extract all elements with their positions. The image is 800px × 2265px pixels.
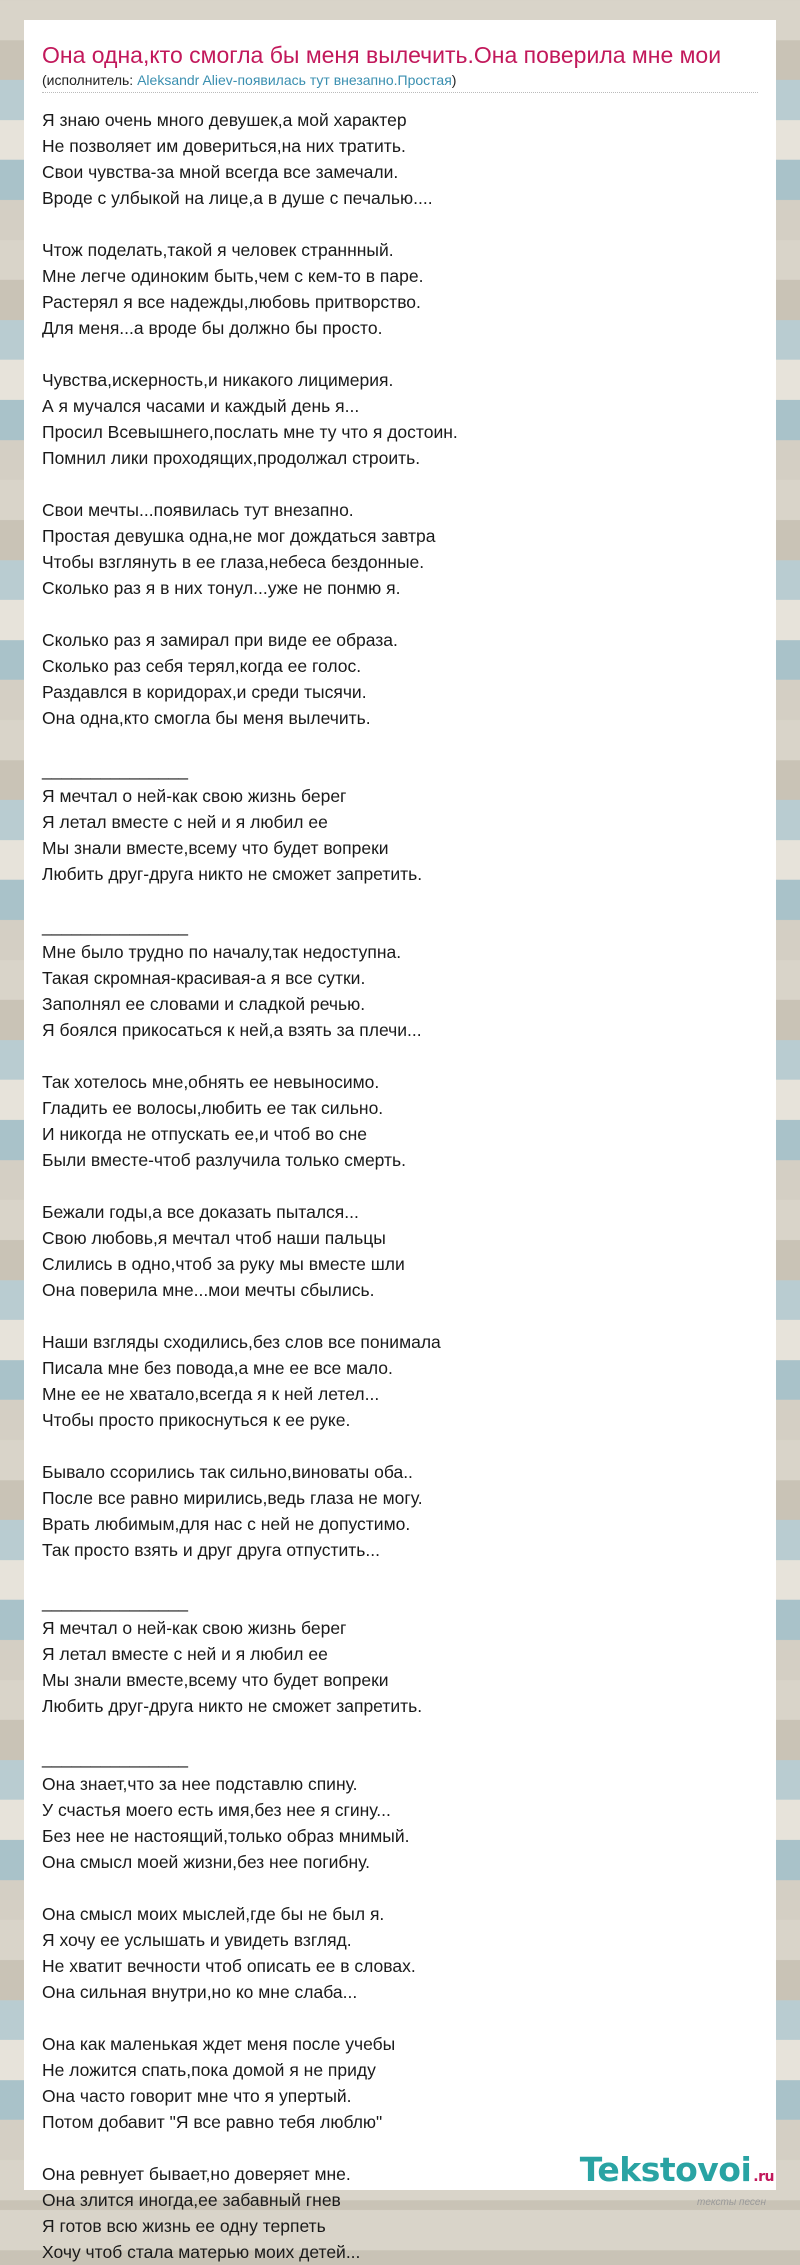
lyric-line: Гладить ее волосы,любить ее так сильно.	[42, 1098, 384, 1118]
lyric-line: Я мечтал о ней-как свою жизнь берег	[42, 786, 347, 806]
logo-suffix: .ru	[753, 2169, 774, 2185]
lyric-line: Свою любовь,я мечтал чтоб наши пальцы	[42, 1228, 386, 1248]
lyric-line: Я боялся прикосаться к ней,а взять за плечи...	[42, 1020, 422, 1040]
chorus-divider: _______________	[42, 1592, 188, 1612]
lyric-line: Так хотелось мне,обнять ее невыносимо.	[42, 1072, 380, 1092]
chorus-divider: _______________	[42, 760, 188, 780]
lyric-line: Просил Всевышнего,послать мне ту что я достоин.	[42, 422, 458, 442]
lyric-line: Любить друг-друга никто не сможет запретить.	[42, 1696, 423, 1716]
lyric-line: Мне ее не хватало,всегда я к ней летел...	[42, 1384, 380, 1404]
stanza	[42, 237, 758, 341]
lyric-line: Мы знали вместе,всему что будет вопреки	[42, 1670, 389, 1690]
stanza	[42, 2031, 758, 2135]
lyric-line: Свои мечты...появилась тут внезапно.	[42, 500, 354, 520]
lyric-line: Мне легче одиноким быть,чем с кем-то в паре.	[42, 266, 424, 286]
lyric-line: А я мучался часами и каждый день я...	[42, 396, 360, 416]
lyric-line: Были вместе-чтоб разлучила только смерть.	[42, 1150, 407, 1170]
stanza	[42, 1745, 758, 1875]
lyric-line: Наши взгляды сходились,без слов все понимала	[42, 1332, 441, 1352]
lyric-line: Сколько раз я в них тонул...уже не понмю я.	[42, 578, 401, 598]
stanza	[42, 1199, 758, 1303]
performer-link[interactable]: Aleksandr Aliev-появилась тут внезапно.Простая	[137, 72, 452, 88]
performer-line	[42, 70, 758, 93]
performer-suffix: )	[451, 72, 457, 88]
lyric-line: Она часто говорит мне что я упертый.	[42, 2086, 352, 2106]
lyric-line: Врать любимым,для нас с ней не допустимо.	[42, 1514, 411, 1534]
stanza	[42, 1459, 758, 1563]
lyric-line: Помнил лики проходящих,продолжал строить.	[42, 448, 421, 468]
lyric-line: Так просто взять и друг друга отпустить...	[42, 1540, 380, 1560]
lyric-line: Чувства,искерность,и никакого лицимерия.	[42, 370, 394, 390]
lyric-line: Чтобы взглянуть в ее глаза,небеса бездонные.	[42, 552, 425, 572]
lyric-line: Она одна,кто смогла бы меня вылечить.	[42, 708, 371, 728]
performer-prefix: (исполнитель:	[42, 72, 138, 88]
lyric-line: Я мечтал о ней-как свою жизнь берег	[42, 1618, 347, 1638]
lyric-line: После все равно мирились,ведь глаза не могу.	[42, 1488, 423, 1508]
stanza	[42, 367, 758, 471]
stanza	[42, 1901, 758, 2005]
stanza	[42, 757, 758, 887]
lyric-line: Сколько раз себя терял,когда ее голос.	[42, 656, 362, 676]
lyric-line: Я летал вместе с ней и я любил ее	[42, 812, 328, 832]
lyric-line: Она смысл моих мыслей,где бы не был я.	[42, 1904, 385, 1924]
lyric-line: Я хочу ее услышать и увидеть взгляд.	[42, 1930, 352, 1950]
lyric-line: Свои чувства-за мной всегда все замечали.	[42, 162, 399, 182]
lyric-line: Не хватит вечности чтоб описать ее в словах.	[42, 1956, 416, 1976]
lyric-line: Она знает,что за нее подставлю спину.	[42, 1774, 358, 1794]
chorus-divider: _______________	[42, 1748, 188, 1768]
stanza	[42, 627, 758, 731]
lyric-line: Писала мне без повода,а мне ее все мало.	[42, 1358, 393, 1378]
lyric-line: Я готов всю жизнь ее одну терпеть	[42, 2216, 326, 2236]
lyric-line: Растерял я все надежды,любовь притворство.	[42, 292, 421, 312]
stanza	[42, 913, 758, 1043]
lyric-line: Она сильная внутри,но ко мне слаба...	[42, 1982, 358, 2002]
stanza	[42, 1589, 758, 1719]
logo-tagline: тексты песен	[697, 2197, 766, 2208]
lyric-line: Такая скромная-красивая-а я все сутки.	[42, 968, 366, 988]
stanza	[42, 1069, 758, 1173]
lyric-line: Без нее не настоящий,только образ мнимый.	[42, 1826, 410, 1846]
lyric-line: Она как маленькая ждет меня после учебы	[42, 2034, 396, 2054]
lyric-line: Я летал вместе с ней и я любил ее	[42, 1644, 328, 1664]
lyric-line: Чтобы просто прикоснуться к ее руке.	[42, 1410, 351, 1430]
lyrics-body	[42, 107, 758, 2265]
lyric-line: Заполнял ее словами и сладкой речью.	[42, 994, 366, 1014]
lyric-line: Сколько раз я замирал при виде ее образа.	[42, 630, 398, 650]
lyric-line: Вроде с улбыкой на лице,а в душе с печалью....	[42, 188, 433, 208]
page-title: Она одна,кто смогла бы меня вылечить.Она поверила мне мои	[42, 42, 722, 68]
lyric-line: Чтож поделать,такой я человек страннный.	[42, 240, 394, 260]
lyric-line: Она смысл моей жизни,без нее погибну.	[42, 1852, 370, 1872]
lyric-line: У счастья моего есть имя,без нее я сгину...	[42, 1800, 391, 1820]
lyric-line: Не позволяет им довериться,на них тратить.	[42, 136, 406, 156]
logo-text: Tekstovoi	[579, 2150, 752, 2189]
lyric-line: Любить друг-друга никто не сможет запретить.	[42, 864, 423, 884]
lyric-line: Она поверила мне...мои мечты сбылись.	[42, 1280, 375, 1300]
lyric-line: И никогда не отпускать ее,и чтоб во сне	[42, 1124, 368, 1144]
lyric-line: Я знаю очень много девушек,а мой характер	[42, 110, 407, 130]
lyric-line: Она злится иногда,ее забавный гнев	[42, 2190, 341, 2210]
stanza	[42, 497, 758, 601]
lyric-line: Потом добавит "Я все равно тебя люблю"	[42, 2112, 383, 2132]
lyric-line: Мы знали вместе,всему что будет вопреки	[42, 838, 389, 858]
lyric-line: Простая девушка одна,не мог дождаться завтра	[42, 526, 436, 546]
lyric-line: Бежали годы,а все доказать пытался...	[42, 1202, 359, 1222]
lyric-line: Хочу чтоб стала матерью моих детей...	[42, 2242, 361, 2262]
lyric-line: Слились в одно,чтоб за руку мы вместе шли	[42, 1254, 405, 1274]
lyric-line: Она ревнует бывает,но доверяет мне.	[42, 2164, 351, 2184]
stanza	[42, 107, 758, 211]
stanza	[42, 1329, 758, 1433]
site-logo[interactable]	[580, 2151, 774, 2196]
lyric-line: Для меня...а вроде бы должно бы просто.	[42, 318, 383, 338]
lyric-line: Бывало ссорились так сильно,виноваты оба..	[42, 1462, 413, 1482]
chorus-divider: _______________	[42, 916, 188, 936]
lyric-line: Мне было трудно по началу,так недоступна.	[42, 942, 402, 962]
lyric-line: Не ложится спать,пока домой я не приду	[42, 2060, 376, 2080]
lyric-line: Раздавлся в коридорах,и среди тысячи.	[42, 682, 367, 702]
